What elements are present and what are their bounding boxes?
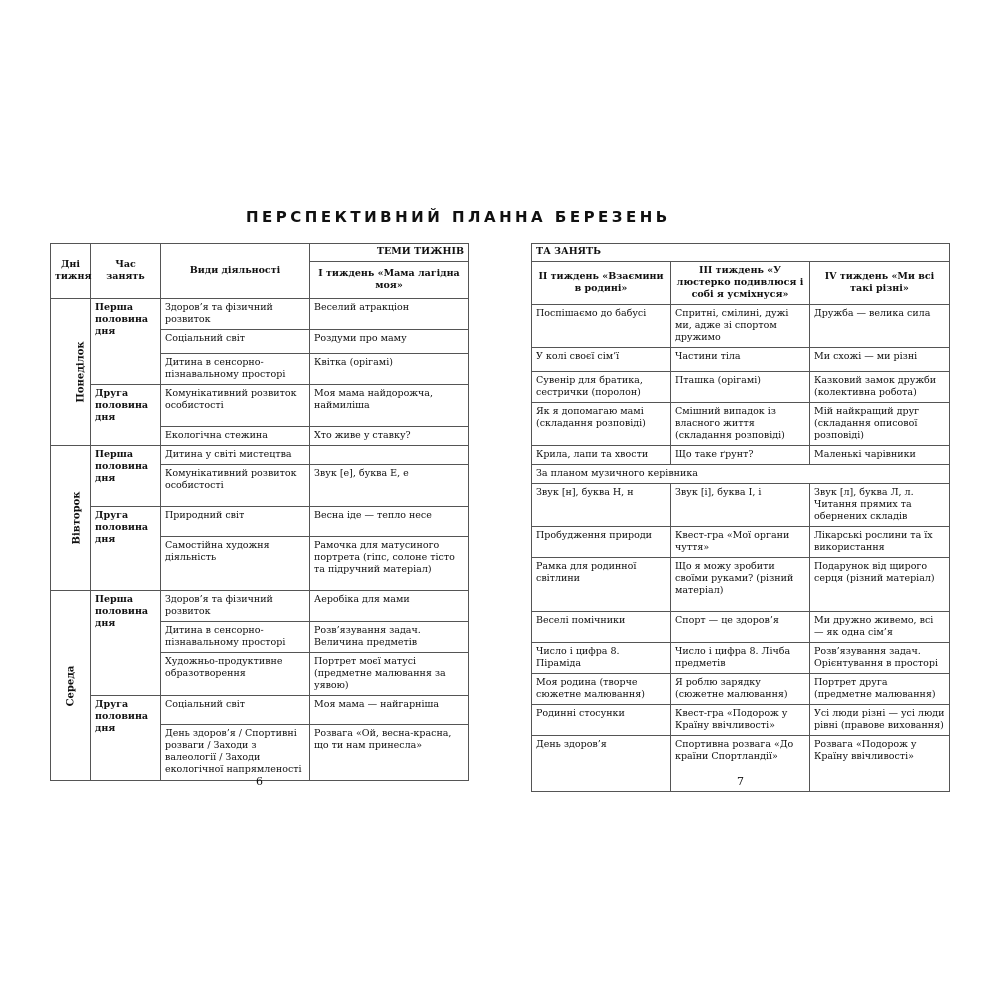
day-monday-label: Понеділок xyxy=(75,341,87,403)
week4-cell: Розв’язування задач. Орієнтування в просторі xyxy=(810,643,950,674)
activity-cell: Комунікативний розвиток особистості xyxy=(161,465,310,507)
week1-cell: Моя мама — найгарніша xyxy=(310,696,469,725)
header-themes: ТЕМИ ТИЖНІВ xyxy=(310,244,469,262)
week1-cell: Рамочка для матусиного портрета (гіпс, солоне тісто та підручний матеріал) xyxy=(310,537,469,591)
week4-cell: Лікарські рослини та їх використання xyxy=(810,527,950,558)
day-wednesday-label: Середа xyxy=(65,665,77,706)
page-number-left: 6 xyxy=(256,775,263,788)
day-wednesday xyxy=(51,591,91,781)
week2-cell: Моя родина (творче сюжетне малювання) xyxy=(532,674,671,705)
week3-cell: Спорт — це здоров’я xyxy=(671,612,810,643)
week1-cell: Аеробіка для мами xyxy=(310,591,469,622)
week1-cell: Квітка (орігамі) xyxy=(310,354,469,385)
header-week1: І тиждень «Мама лагідна моя» xyxy=(310,262,469,299)
week2-cell: Число і цифра 8. Піраміда xyxy=(532,643,671,674)
week3-cell: Звук [і], буква І, і xyxy=(671,484,810,527)
activity-cell: Дитина в сенсорно-пізнавальному просторі xyxy=(161,622,310,653)
time-first-half: Перша половина дня xyxy=(91,299,161,385)
week1-cell: Роздуми про маму xyxy=(310,330,469,354)
week3-cell: Спортивна розвага «До країни Спортландії» xyxy=(671,736,810,792)
week3-cell: Що таке ґрунт? xyxy=(671,446,810,465)
week2-cell: Як я допомагаю мамі (складання розповіді) xyxy=(532,403,671,446)
page-title-right: НА БЕРЕЗЕНЬ xyxy=(515,208,671,226)
week4-cell: Подарунок від щирого серця (різний матеріал) xyxy=(810,558,950,612)
week1-cell: Веселий атракціон xyxy=(310,299,469,330)
week2-cell: У колі своєї сім’ї xyxy=(532,348,671,372)
week2-cell: Звук [н], буква Н, н xyxy=(532,484,671,527)
week2-cell: Крила, лапи та хвости xyxy=(532,446,671,465)
week2-cell: Веселі помічники xyxy=(532,612,671,643)
page-number-right: 7 xyxy=(737,775,744,788)
activity-cell: Природний світ xyxy=(161,507,310,537)
week3-cell: Що я можу зробити своїми руками? (різний матеріал) xyxy=(671,558,810,612)
activity-cell: Комунікативний розвиток особистості xyxy=(161,385,310,427)
time-second-half: Друга половина дня xyxy=(91,385,161,446)
activity-cell: Здоров’я та фізичний розвиток xyxy=(161,591,310,622)
week3-cell: Квест-гра «Мої органи чуття» xyxy=(671,527,810,558)
day-tuesday-label: Вівторок xyxy=(71,491,83,545)
time-second-half: Друга половина дня xyxy=(91,696,161,781)
header-week3: ІІІ тиждень «У люстерко подивлюся і собі я усміхнуся» xyxy=(671,262,810,305)
week4-cell: Звук [л], буква Л, л. Читання прямих та обернених складів xyxy=(810,484,950,527)
activity-cell: Художньо-продуктивне образотворення xyxy=(161,653,310,696)
week4-cell: Мій найкращий друг (складання описової розповіді) xyxy=(810,403,950,446)
activity-cell: День здоров’я / Спортивні розваги / Заходи з валеології / Заходи екологічної напрямленості xyxy=(161,725,310,781)
week4-cell: Портрет друга (предметне малювання) xyxy=(810,674,950,705)
week2-cell: Пробудження природи xyxy=(532,527,671,558)
header-activity: Види діяльності xyxy=(161,244,310,299)
day-tuesday xyxy=(51,446,91,591)
header-week4: IV тиждень «Ми всі такі різні» xyxy=(810,262,950,305)
activity-cell: Соціальний світ xyxy=(161,696,310,725)
week3-cell: Спритні, смілині, дужі ми, адже зі спортом дружимо xyxy=(671,305,810,348)
week3-cell: Я роблю зарядку (сюжетне малювання) xyxy=(671,674,810,705)
time-first-half: Перша половина дня xyxy=(91,446,161,507)
week4-cell: Усі люди різні — усі люди рівні (правове виховання) xyxy=(810,705,950,736)
week4-cell: Ми схожі — ми різні xyxy=(810,348,950,372)
activity-cell: Соціальний світ xyxy=(161,330,310,354)
week4-cell: Ми дружно живемо, всі — як одна сім’я xyxy=(810,612,950,643)
week1-cell: Весна іде — тепло несе xyxy=(310,507,469,537)
activity-cell: Екологічна стежина xyxy=(161,427,310,446)
week4-cell: Маленькі чарівники xyxy=(810,446,950,465)
day-monday xyxy=(51,299,91,446)
time-first-half: Перша половина дня xyxy=(91,591,161,696)
activity-cell: Дитина в сенсорно-пізнавальному просторі xyxy=(161,354,310,385)
week2-cell: Родинні стосунки xyxy=(532,705,671,736)
week1-cell: Розв’язування задач. Величина предметів xyxy=(310,622,469,653)
week2-cell: Поспішаємо до бабусі xyxy=(532,305,671,348)
page-title-left: ПЕРСПЕКТИВНИЙ ПЛАН xyxy=(246,208,516,226)
header-days: Дні тижня xyxy=(51,244,91,299)
week4-cell: Розвага «Подорож у Країну ввічливості» xyxy=(810,736,950,792)
week1-cell: Моя мама найдорожча, наймиліша xyxy=(310,385,469,427)
week4-cell: Казковий замок дружби (колективна робота) xyxy=(810,372,950,403)
time-second-half: Друга половина дня xyxy=(91,507,161,591)
activity-cell: Самостійна художня діяльність xyxy=(161,537,310,591)
week3-cell: Число і цифра 8. Лічба предметів xyxy=(671,643,810,674)
week3-cell: Квест-гра «Подорож у Країну ввічливості» xyxy=(671,705,810,736)
week1-cell xyxy=(310,446,469,465)
week2-cell: Сувенір для братика, сестрички (поролон) xyxy=(532,372,671,403)
music-director-row: За планом музичного керівника xyxy=(532,465,950,484)
week3-cell: Пташка (орігамі) xyxy=(671,372,810,403)
header-time: Час занять xyxy=(91,244,161,299)
header-lessons: ТА ЗАНЯТЬ xyxy=(532,244,950,262)
plan-table-right xyxy=(531,243,950,792)
week2-cell: День здоров’я xyxy=(532,736,671,792)
week4-cell: Дружба — велика сила xyxy=(810,305,950,348)
activity-cell: Здоров’я та фізичний розвиток xyxy=(161,299,310,330)
week1-cell: Звук [е], буква Е, е xyxy=(310,465,469,507)
week3-cell: Смішний випадок із власного життя (складання розповіді) xyxy=(671,403,810,446)
week2-cell: Рамка для родинної світлини xyxy=(532,558,671,612)
week1-cell: Розвага «Ой, весна-красна, що ти нам принесла» xyxy=(310,725,469,781)
activity-cell: Дитина у світі мистецтва xyxy=(161,446,310,465)
week1-cell: Хто живе у ставку? xyxy=(310,427,469,446)
plan-table-left xyxy=(50,243,469,781)
header-week2: ІІ тиждень «Взаємини в родині» xyxy=(532,262,671,305)
week1-cell: Портрет моєї матусі (предметне малювання за уявою) xyxy=(310,653,469,696)
week3-cell: Частини тіла xyxy=(671,348,810,372)
